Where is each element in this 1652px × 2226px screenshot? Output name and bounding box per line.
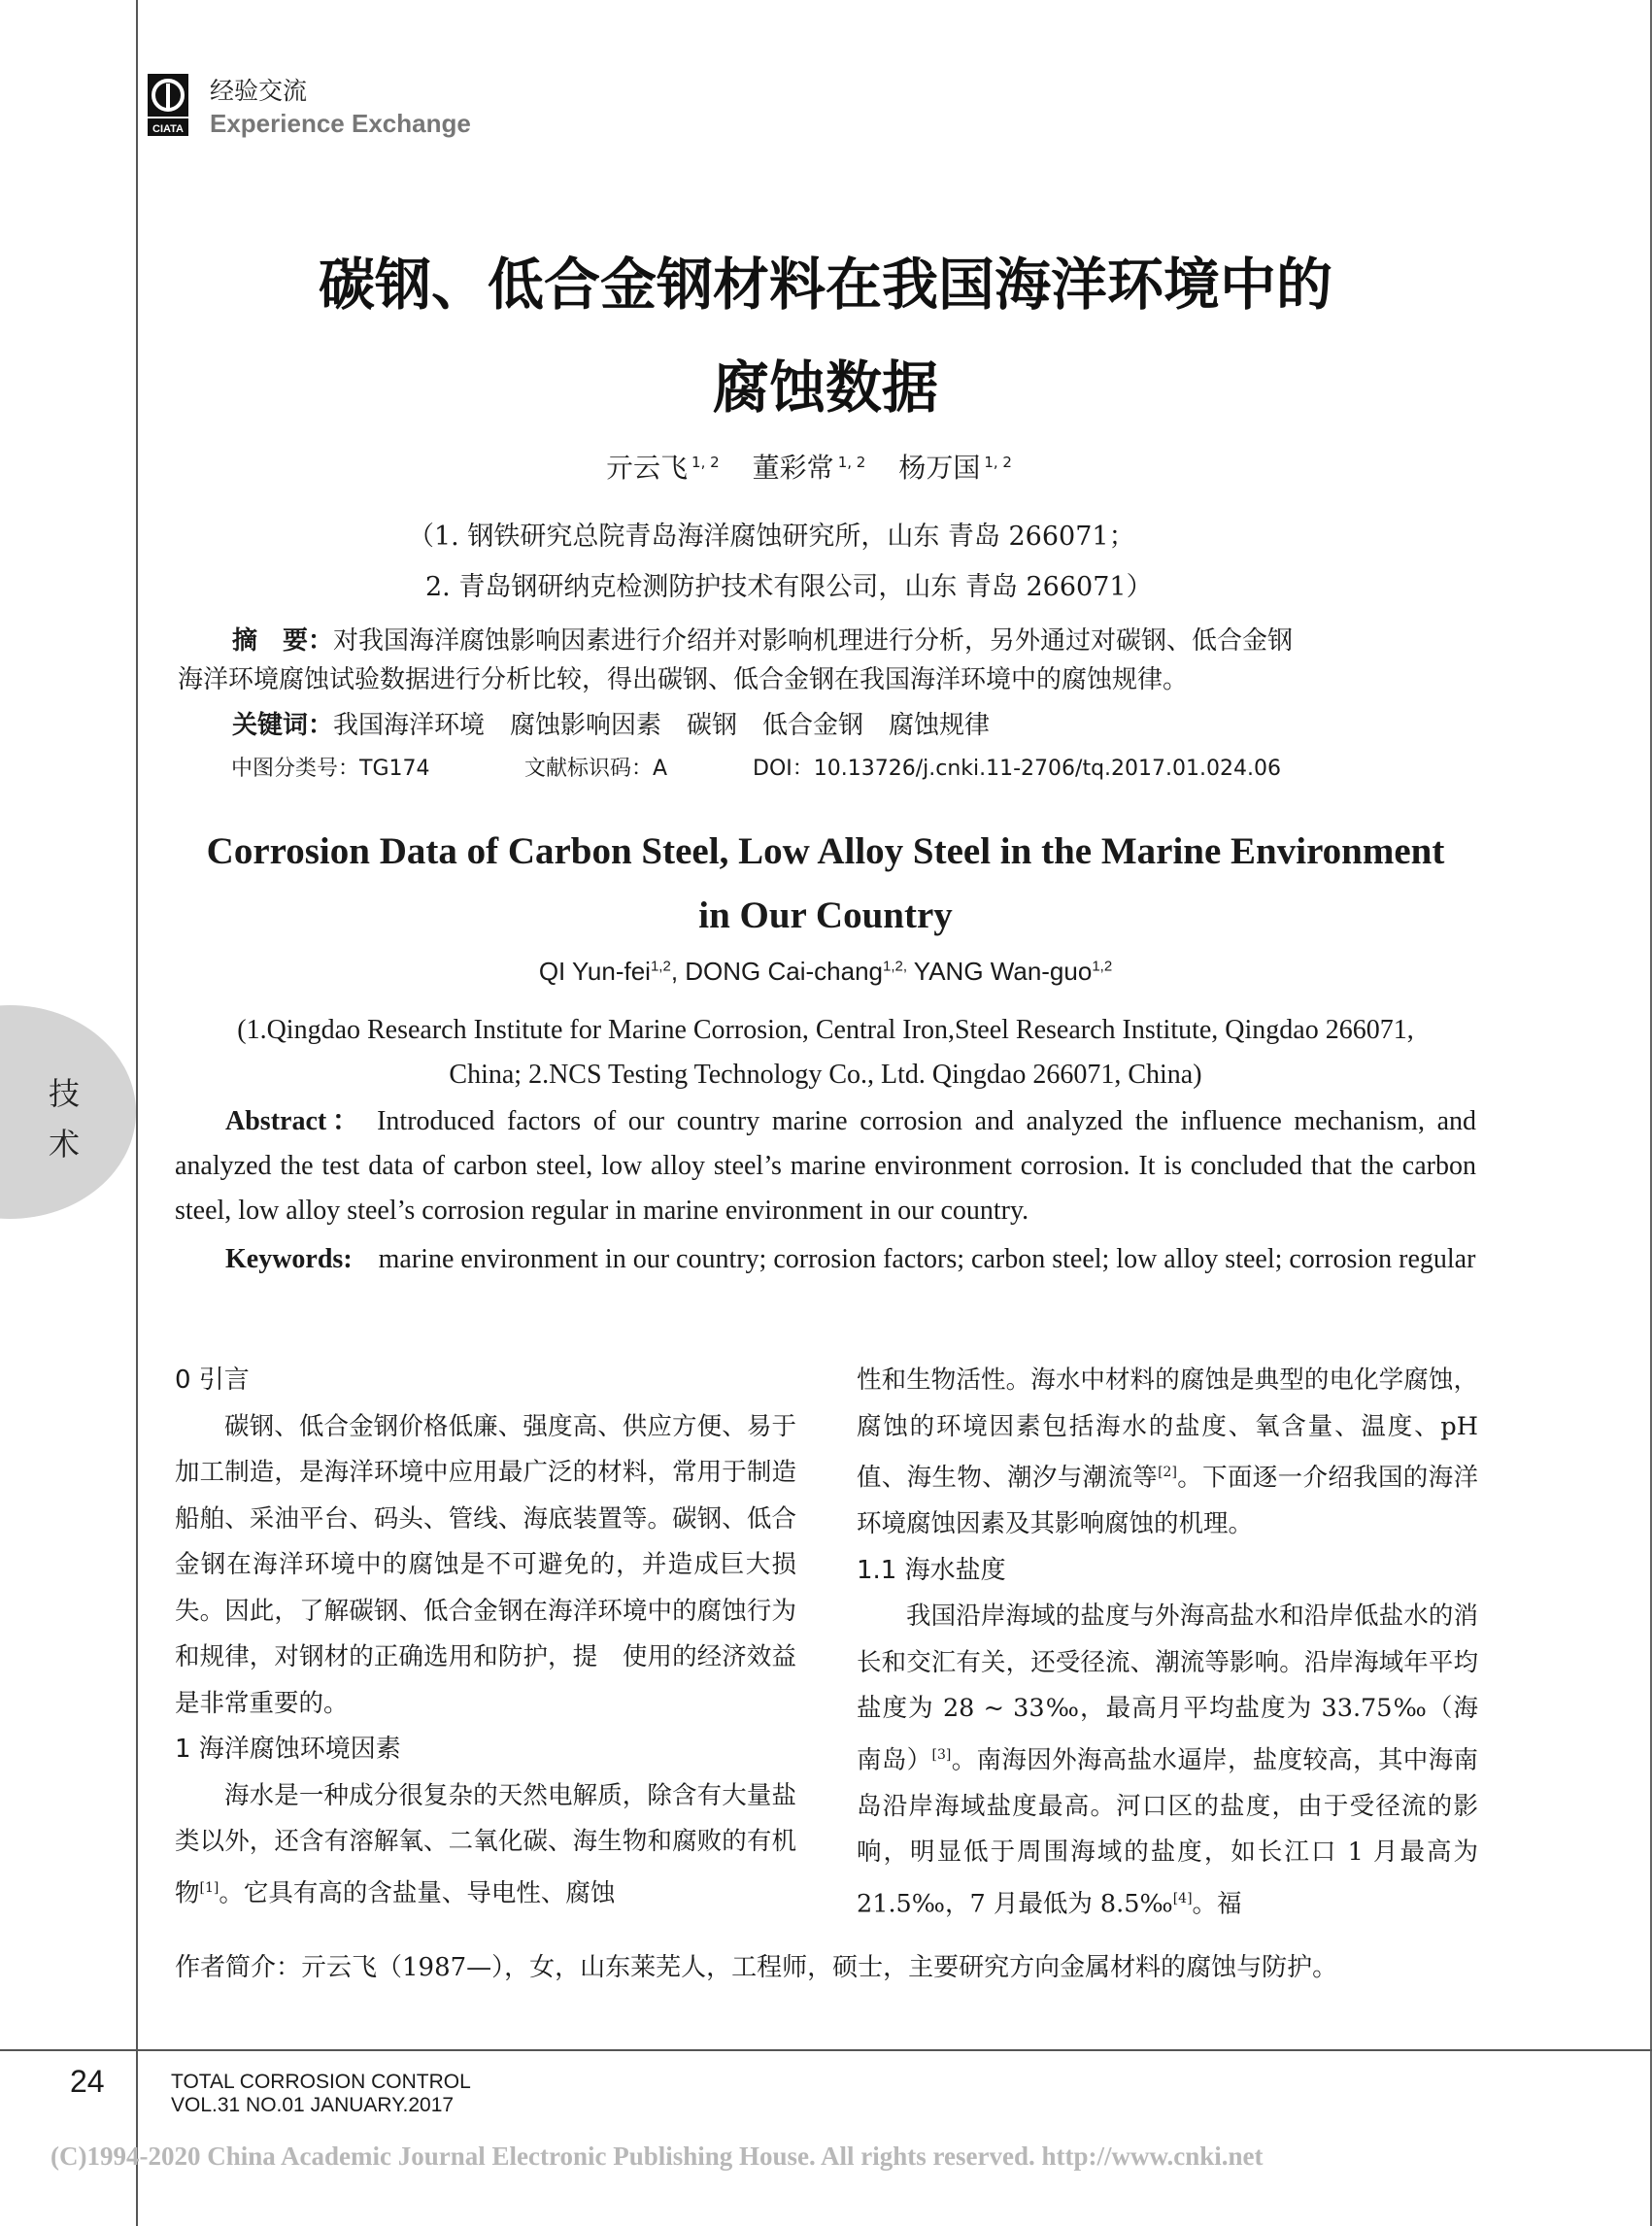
english-affiliation: (1.Qingdao Research Institute for Marine Corrosion, Central Iron,Steel Research Institute, Qingdao 266071, China; 2.NCS Testing Technology Co., Ltd. Qingdao 266071, China) [237, 1015, 1414, 1090]
journal-info: TOTAL CORROSION CONTROL VOL.31 NO.01 JANUARY.2017 [171, 2071, 471, 2116]
body-paragraph: 性和生物活性。海水中材料的腐蚀是典型的电化学腐蚀，腐蚀的环境因素包括海水的盐度、氧含量、温度、pH 值、海生物、潮汐与潮流等[2]。下面逐一介绍我国的海洋环境腐蚀因素及其影响腐蚀的机理。 [857, 1366, 1478, 1538]
ciata-logo-icon [148, 74, 188, 136]
title-line-1: 碳钢、低合金钢材料在我国海洋环境中的 [318, 252, 1332, 318]
section-heading: 1 海洋腐蚀环境因素 [175, 1735, 401, 1764]
section-label-cn: 经验交流 [210, 77, 308, 105]
english-author-list: QI Yun-fei$^{1,2}$, DONG Cai-chang$^{1,2,}$ YANG Wan-guo$^{1,2}$ [538, 957, 1113, 986]
english-abstract: Abstract： Introduced factors of our country marine corrosion and analyzed the influence mechanism, and analyzed the test data of carbon steel, low alloy steel’s marine environment corrosion. It is concluded that the carbon steel, low alloy steel’s corrosion regular in marine environment in our country. [175, 1106, 1477, 1226]
affiliation-line-2: 2. 青岛钢研纳克检测防护技术有限公司，山东 青岛 266071） [425, 572, 1153, 602]
abstract-cn: 摘 要：对我国海洋腐蚀影响因素进行介绍并对影响机理进行分析，另外通过对碳钢、低合金钢 海洋环境腐蚀试验数据进行分析比较，得出碳钢、低合金钢在我国海洋环境中的腐蚀规律。 [178, 626, 1294, 694]
section-heading: 1.1 海水盐度 [857, 1555, 1006, 1585]
author-list: 亓云飞 $^{1, 2}$ 董彩常 $^{1, 2}$ 杨万国 $^{1, 2}$ [606, 452, 1012, 484]
english-title-line-2: in Our Country [698, 894, 953, 936]
body-left-column [175, 1358, 796, 1917]
english-keywords: Keywords: marine environment in our country; corrosion factors; carbon steel; low alloy steel; corrosion regular [225, 1244, 1476, 1274]
svg-text:CIATA: CIATA [152, 123, 184, 135]
body-paragraph: 海水是一种成分很复杂的天然电解质，除含有大量盐类以外，还含有溶解氧、二氧化碳、海生物和腐败的有机物[1]。它具有高的含盐量、导电性、腐蚀 [175, 1780, 796, 1907]
author-name: 杨万国 [898, 452, 981, 484]
clc-number: 中图分类号：TG174 [231, 757, 430, 781]
footer-rule [0, 2049, 1652, 2051]
author-name: 董彩常 [752, 452, 834, 484]
body-right-column [857, 1358, 1478, 1928]
copyright-watermark: (C)1994-2020 China Academic Journal Electronic Publishing House. All rights reserved. http://www.cnki.net [51, 2142, 1264, 2171]
affiliation-line-1: （1. 钢铁研究总院青岛海洋腐蚀研究所，山东 青岛 266071； [408, 522, 1135, 552]
left-margin-rule [136, 0, 138, 2226]
author-name: 亓云飞 [606, 452, 689, 484]
section-label-en: Experience Exchange [210, 109, 471, 138]
side-section-label: 技 术 [48, 1075, 80, 1163]
english-title-line-1: Corrosion Data of Carbon Steel, Low Alloy Steel in the Marine Environment [206, 830, 1445, 872]
page-number: 24 [70, 2064, 105, 2099]
title-line-2: 腐蚀数据 [712, 354, 938, 421]
body-paragraph: 碳钢、低合金钢价格低廉、强度高、供应方便、易于加工制造，是海洋环境中应用最广泛的材料，常用于制造船舶、采油平台、码头、管线、海底装置等。碳钢、低合金钢在海洋环境中的腐蚀是不可避免的，并造成巨大损失。因此，了解碳钢、低合金钢在海洋环境中的腐蚀行为和规律，对钢材的正确选用和防护，提 使用的经济效益是非常重要的。 [175, 1411, 796, 1718]
document-code: 文献标识码：A [524, 757, 668, 781]
section-heading: 0 引言 [175, 1366, 250, 1395]
keywords-cn: 关键词：我国海洋环境 腐蚀影响因素 碳钢 低合金钢 腐蚀规律 [232, 711, 991, 740]
author-note: 作者简介：亓云飞（1987—），女，山东莱芜人，工程师，硕士，主要研究方向金属材料的腐蚀与防护。 [175, 1953, 1338, 1982]
body-paragraph: 我国沿岸海域的盐度与外海高盐水和沿岸低盐水的消长和交汇有关，还受径流、潮流等影响。沿岸海域年平均盐度为 28 ~ 33‰，最高月平均盐度为 33.75‰（海南岛）[3]。南海因外海高盐水逼岸，盐度较高，其中海南岛沿岸海域盐度最高。河口区的盐度，由于受径流的影响，明显低于周围海域的盐度，如长江口 1 月最高为 21.5‰，7 月最低为 8.5‰[4]。福 [857, 1602, 1478, 1918]
doi: DOI：10.13726/j.cnki.11-2706/tq.2017.01.024.06 [753, 757, 1281, 781]
